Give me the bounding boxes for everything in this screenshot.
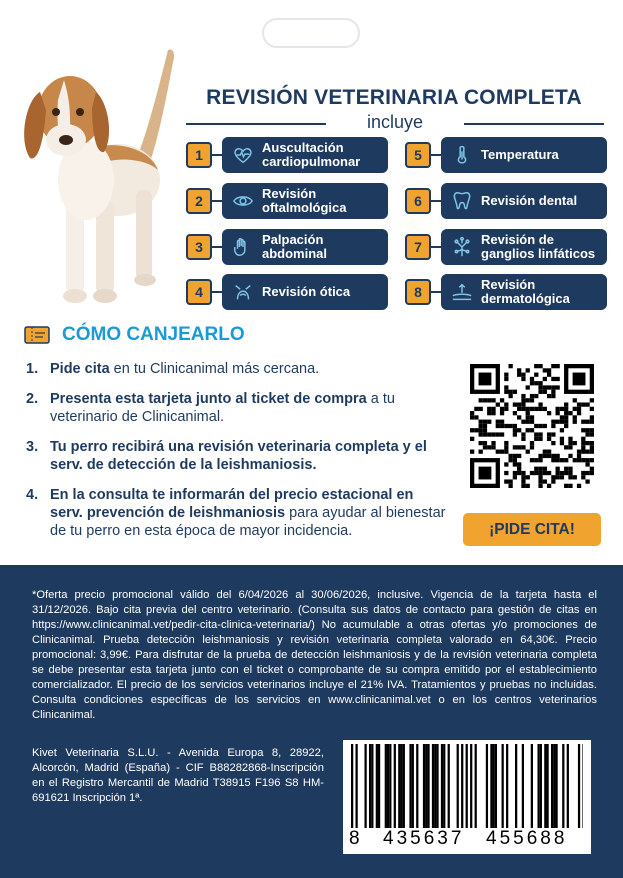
service-2: [186, 183, 388, 219]
list-item: [26, 438, 446, 474]
how-to-redeem-title: CÓMO CANJEARLO: [62, 324, 245, 345]
service-label: [262, 233, 327, 261]
ticket-icon: [24, 325, 50, 345]
label-line2: dermatológica: [481, 291, 570, 306]
service-box: [441, 183, 607, 219]
service-box: [222, 274, 388, 310]
list-item: [26, 360, 446, 378]
service-number: 2: [186, 188, 212, 214]
label-line2: oftalmológica: [262, 200, 347, 215]
service-box: [222, 229, 388, 265]
service-label: [262, 285, 350, 299]
service-number: 6: [405, 188, 431, 214]
barcode-digits-left: 435637: [383, 828, 465, 849]
service-8: [405, 274, 607, 310]
step-number: 4.: [26, 487, 39, 503]
service-box: [222, 137, 388, 173]
step-text: [50, 438, 446, 474]
service-1: [186, 137, 388, 173]
skin-icon: [451, 281, 473, 303]
service-7: [405, 229, 607, 265]
service-number: 1: [186, 142, 212, 168]
step-number: 3.: [26, 439, 39, 455]
barcode-digit-first: 8: [349, 828, 360, 849]
service-box: [222, 183, 388, 219]
service-number: 5: [405, 142, 431, 168]
service-label: [262, 187, 347, 215]
service-label: [481, 233, 595, 261]
step-bold: En la consulta te informarán del precio estacional en serv. prevención de leishmaniosis: [50, 487, 414, 521]
step-bold: Tu perro recibirá una revisión veterinaria completa y el serv. de detección de la leishmaniosis.: [50, 439, 427, 473]
label-line1: Revisión ótica: [262, 284, 351, 299]
subtitle-row: [186, 112, 604, 134]
list-item: [26, 390, 446, 426]
service-6: [405, 183, 607, 219]
service-4: [186, 274, 388, 310]
service-label: [481, 194, 577, 208]
service-5: [405, 137, 607, 173]
label-line2: ganglios linfáticos: [481, 246, 596, 261]
steps-list: [26, 360, 446, 552]
service-label: [481, 278, 570, 306]
label-line2: cardiopulmonar: [262, 154, 361, 169]
dog-illustration: [8, 40, 180, 310]
service-number: 3: [186, 234, 212, 260]
heartbeat-icon: [232, 144, 254, 166]
divider-right: [464, 123, 604, 125]
label-line1: Revisión: [481, 277, 536, 292]
step-rest: en tu Clinicanimal más cercana.: [109, 361, 320, 377]
service-label: [262, 141, 360, 169]
label-line1: Temperatura: [481, 147, 559, 162]
list-item: [26, 486, 446, 540]
book-appointment-button[interactable]: ¡PIDE CITA!: [463, 513, 601, 546]
connector: [431, 291, 441, 293]
lymph-node-icon: [451, 236, 473, 258]
tooth-icon: [451, 190, 473, 212]
how-to-redeem-header: [24, 324, 245, 346]
step-rest: a tu veterinario de Clinicanimal.: [50, 391, 395, 425]
hand-icon: [232, 236, 254, 258]
label-line1: Revisión: [262, 186, 317, 201]
subtitle: incluye: [366, 112, 424, 132]
eye-icon: [232, 190, 254, 212]
connector: [431, 246, 441, 248]
step-text: [50, 360, 319, 378]
step-rest: para ayudar al bienestar de tu perro en esta época de mayor incidencia.: [50, 505, 446, 539]
barcode-digits: [343, 828, 591, 850]
step-number: 1.: [26, 361, 39, 377]
label-line1: Revisión de: [481, 232, 554, 247]
barcode-bars: [351, 744, 583, 828]
label-line2: abdominal: [262, 246, 328, 261]
ear-icon: [232, 281, 254, 303]
connector: [431, 154, 441, 156]
connector: [212, 246, 222, 248]
page-title: REVISIÓN VETERINARIA COMPLETA: [206, 86, 582, 109]
service-number: 8: [405, 279, 431, 305]
step-bold: Presenta esta tarjeta junto al ticket de compra: [50, 391, 367, 407]
hang-slot: [262, 18, 360, 48]
label-line1: Auscultación: [262, 140, 344, 155]
service-box: [441, 274, 607, 310]
label-line1: Revisión dental: [481, 193, 578, 208]
legal-text: *Oferta precio promocional válido del 6/04/2026 al 30/06/2026, inclusive. Vigencia de la tarjeta hasta el 31/12/2026. Bajo cita previa del centro veterinario. (Consulta sus datos de contacto para gestión de citas en https://www.clinicanimal.vet/pedir-cita-clinica-veterinaria/) No acumulable a otras ofertas y/o promociones de Clinicanimal. Prueba detección leishmaniosis y revisión veterinaria completa valorado en 64,30€. Precio promocional: 3,99€. Para disfrutar de la prueba de detección leishmaniosis y de la revisión veterinaria completa se debe presentar esta tarjeta junto con el ticket o comprobante de su compra emitido por el establecimiento comercializador. El precio de los servicios veterinarios incluye el 21% IVA. Tratamientos y pruebas no incluidas. Consulta condiciones específicas de los servicios en www.clinicanimal.vet o en los centros veterinarios Clinicanimal.: [32, 589, 597, 721]
service-number: 4: [186, 279, 212, 305]
step-number: 2.: [26, 391, 39, 407]
thermometer-icon: [451, 144, 473, 166]
service-box: [441, 229, 607, 265]
label-line1: Palpación: [262, 232, 324, 247]
connector: [431, 200, 441, 202]
barcode: [343, 740, 591, 854]
barcode-digits-right: 455688: [486, 828, 568, 849]
step-text: [50, 390, 446, 426]
service-3: [186, 229, 388, 265]
service-box: [441, 137, 607, 173]
step-bold: Pide cita: [50, 361, 110, 377]
connector: [212, 200, 222, 202]
service-label: [481, 148, 559, 162]
company-info: Kivet Veterinaria S.L.U. - Avenida Europa 8, 28922, Alcorcón, Madrid (España) - CIF B88282868-Inscripción en el Registro Mercantil de Madrid T38915 F196 S8 HM-691621 Inscripción 1ª.: [32, 747, 324, 804]
qr-code[interactable]: [470, 364, 594, 488]
connector: [212, 291, 222, 293]
service-number: 7: [405, 234, 431, 260]
connector: [212, 154, 222, 156]
step-text: [50, 486, 446, 540]
